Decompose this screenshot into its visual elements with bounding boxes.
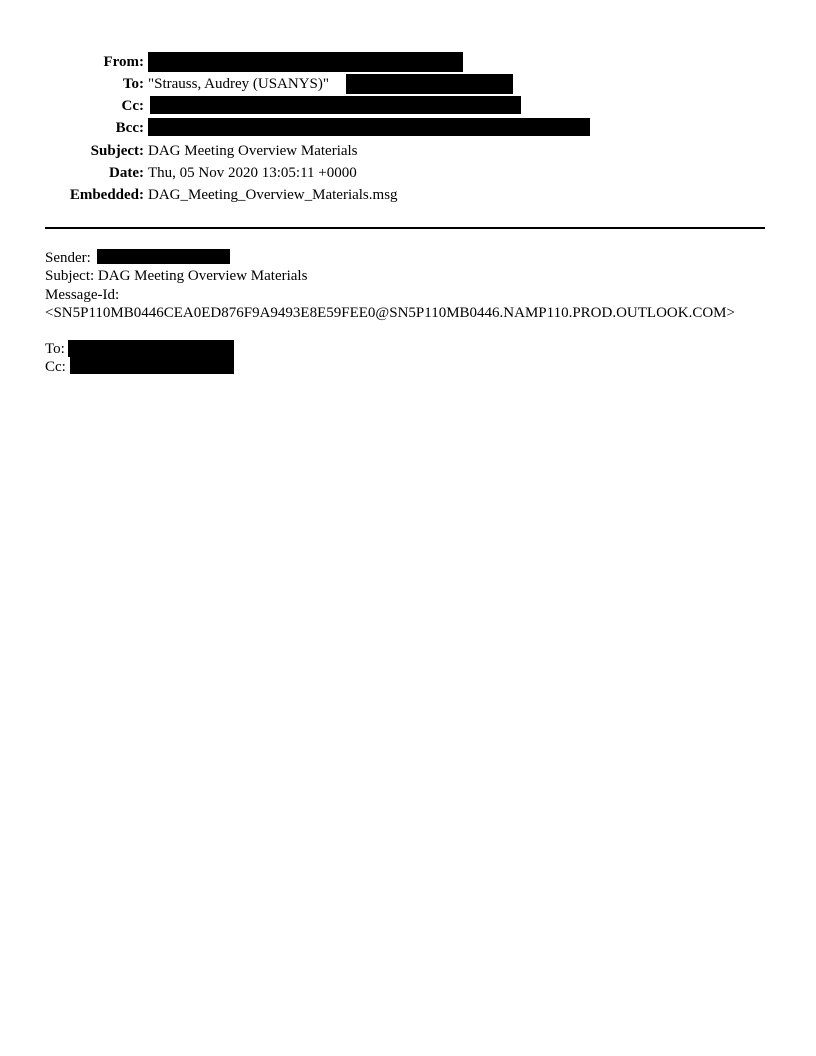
embedded-cc-line xyxy=(45,358,66,376)
redaction-bar xyxy=(148,118,590,136)
date-value: Thu, 05 Nov 2020 13:05:11 +0000 xyxy=(148,165,357,181)
redaction-bar xyxy=(97,249,230,264)
subject-value: DAG Meeting Overview Materials xyxy=(148,143,358,159)
embedded-to-line xyxy=(45,340,65,358)
to-value: "Strauss, Audrey (USANYS)" xyxy=(148,76,329,92)
to-row xyxy=(0,74,816,94)
redaction-bar xyxy=(70,356,234,374)
cc-row xyxy=(0,96,816,116)
message-id-value: <SN5P110MB0446CEA0ED876F9A9493E8E59FEE0@SN5P110MB0446.NAMP110.PROD.OUTLOOK.COM> xyxy=(45,305,735,321)
redaction-bar xyxy=(148,52,463,72)
to-label-body: To: xyxy=(45,341,65,357)
date-label: Date: xyxy=(109,165,144,181)
subject-label: Subject: xyxy=(90,143,144,159)
redaction-bar xyxy=(150,96,521,114)
cc-label: Cc: xyxy=(121,98,144,114)
divider-rule xyxy=(45,227,765,229)
redaction-bar xyxy=(346,74,513,94)
embedded-sender-line xyxy=(45,249,91,267)
from-label: From: xyxy=(103,54,144,70)
subject-row xyxy=(0,141,816,161)
bcc-label: Bcc: xyxy=(115,120,144,136)
embedded-subject-line: Subject: DAG Meeting Overview Materials xyxy=(45,268,308,284)
bcc-row xyxy=(0,118,816,138)
sender-label: Sender: xyxy=(45,250,91,266)
from-row xyxy=(0,52,816,72)
cc-label-body: Cc: xyxy=(45,359,66,375)
message-id-label: Message-Id: xyxy=(45,287,120,303)
redaction-bar xyxy=(68,340,234,357)
embedded-value: DAG_Meeting_Overview_Materials.msg xyxy=(148,187,398,203)
embedded-row xyxy=(0,185,816,205)
embedded-label: Embedded: xyxy=(69,187,144,203)
to-label: To: xyxy=(122,76,144,92)
date-row xyxy=(0,163,816,183)
